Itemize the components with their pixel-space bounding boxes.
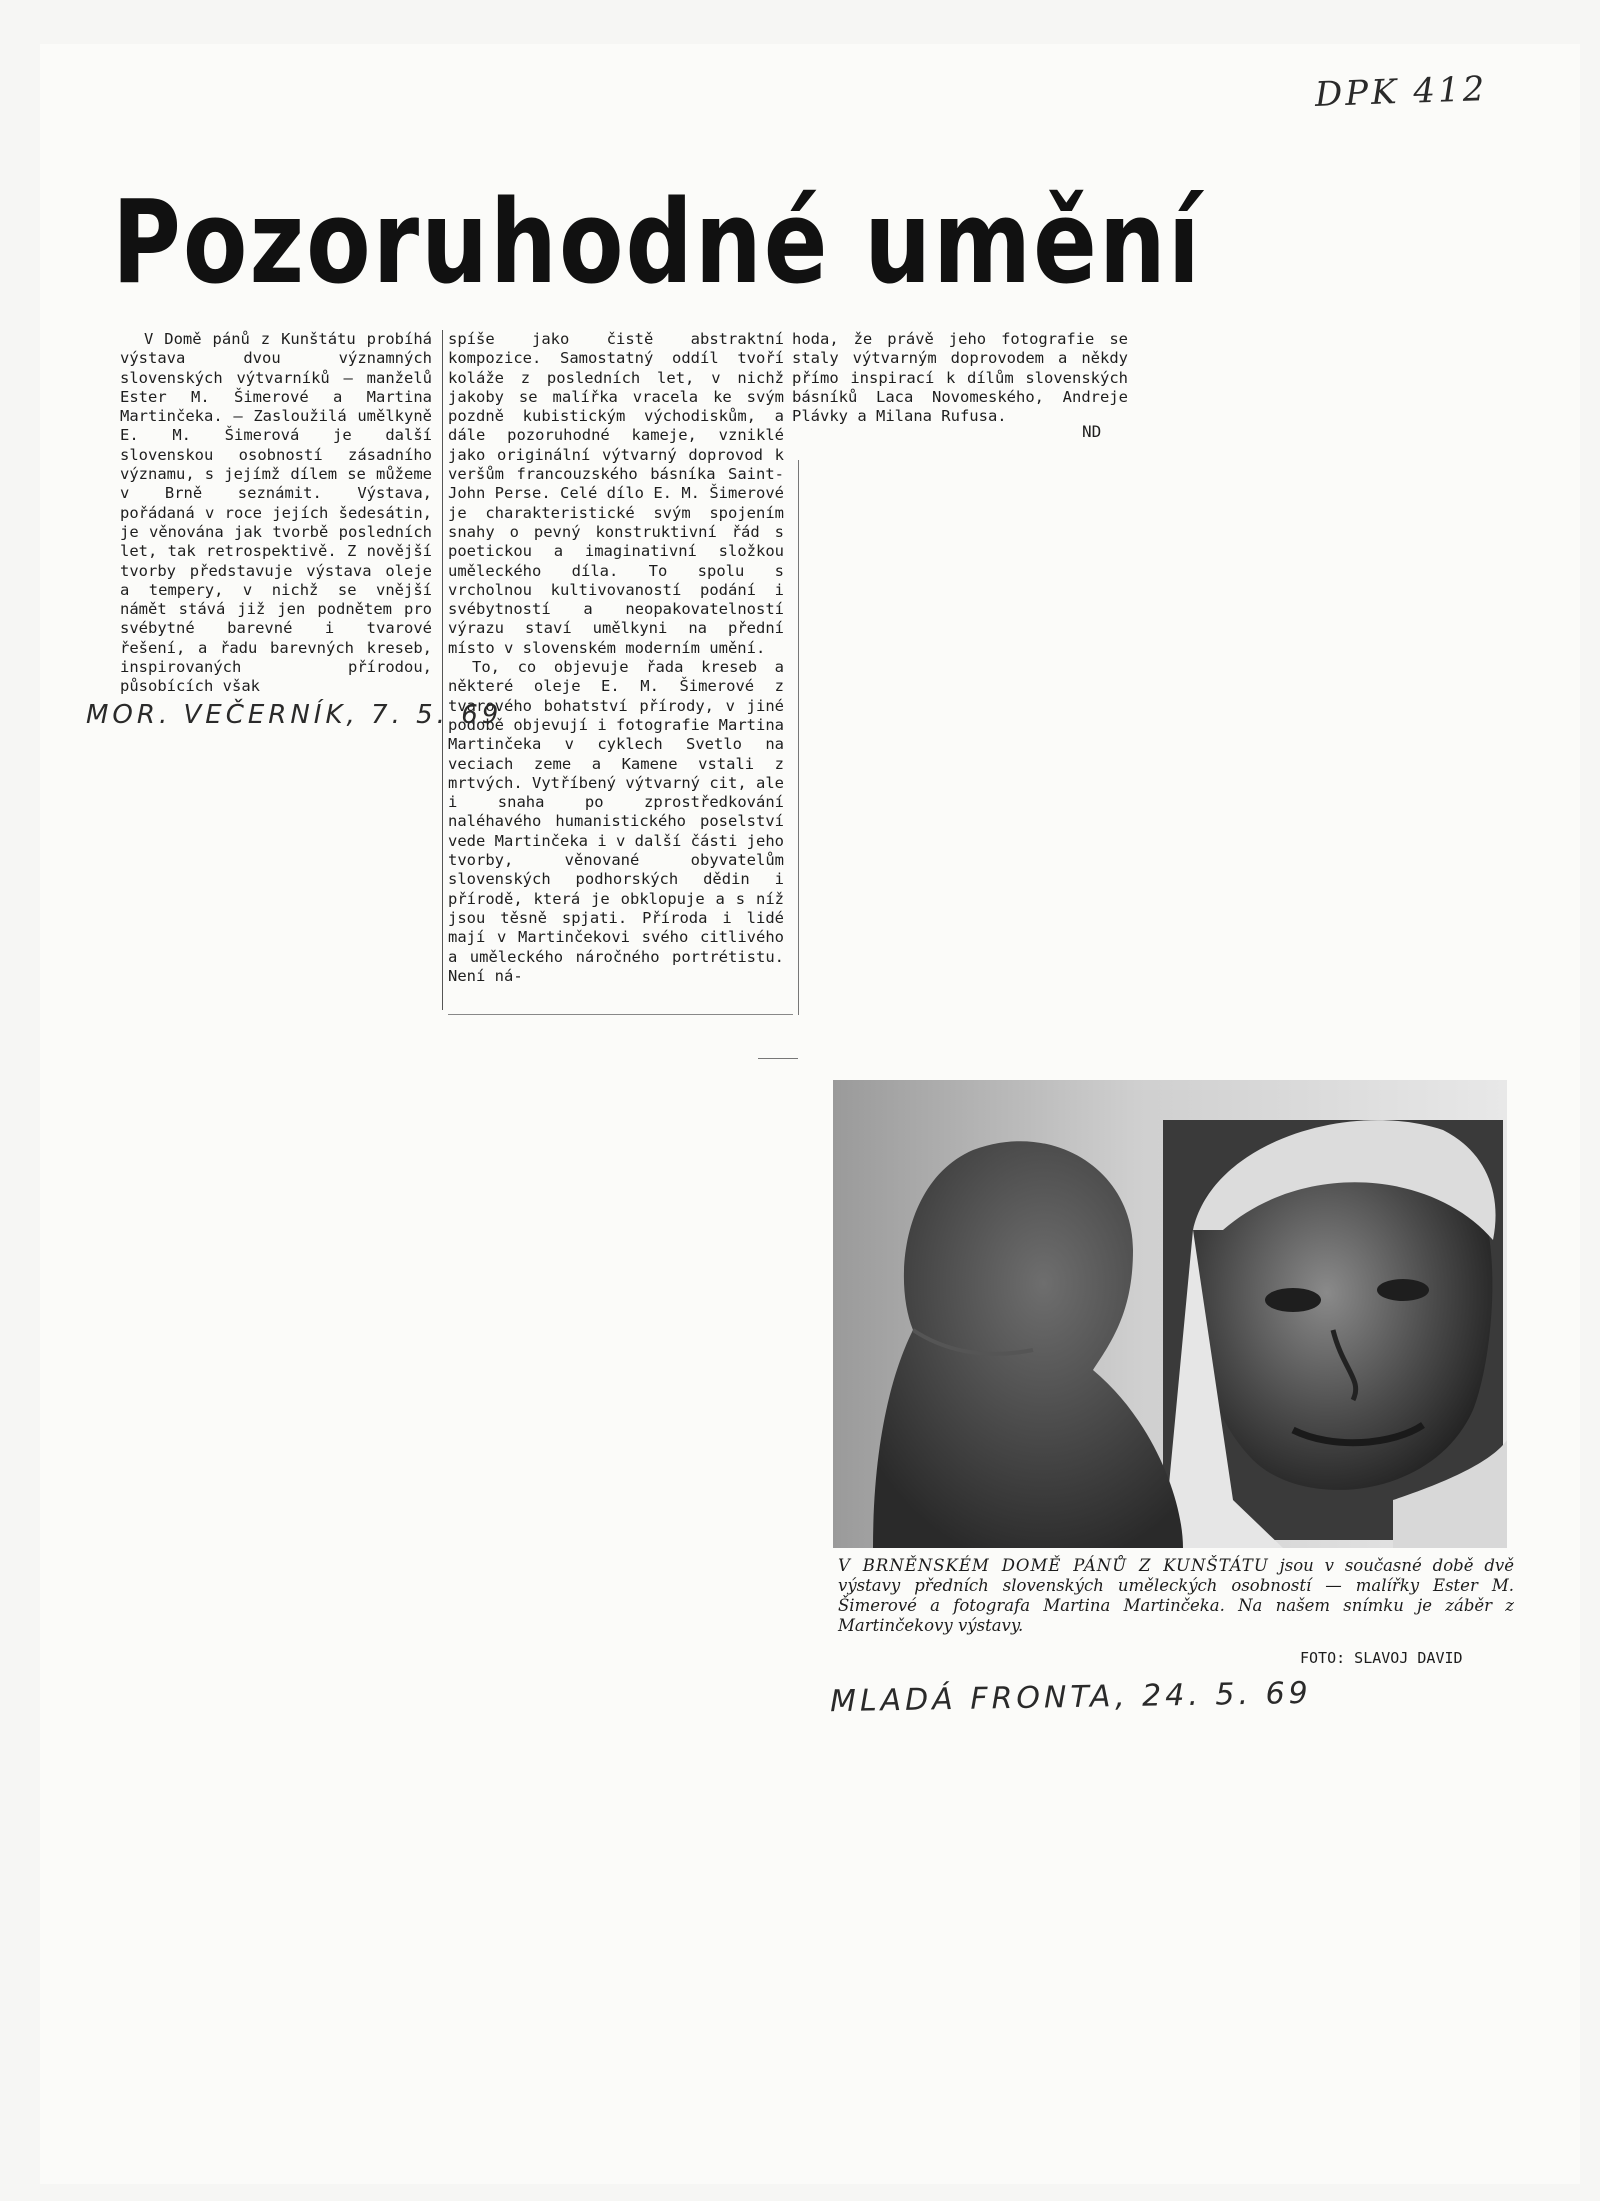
author-signature: ND bbox=[1082, 422, 1102, 441]
article-column-3 bbox=[792, 330, 1128, 426]
article-column-1 bbox=[120, 330, 432, 697]
exhibition-photo bbox=[833, 1080, 1507, 1548]
paragraph: spíše jako čistě abstraktní kompozice. Samostatný oddíl tvoří koláže z posledních let, v nichž jakoby se malířka vracela ke svým pozdně kubistickým východiskům, a dále pozoruhodné kameje, vzniklé jako originální výtvarný doprovod k veršům francouzského básníka Saint-John Perse. Celé dílo E. M. Šimerové je charakteristické svým spojením snahy o pevný konstruktivní řád s poetickou a imaginativní složkou uměleckého díla. To spolu s vrcholnou kultivovaností podání i svébytností a neopakovatelností výrazu staví umělkyni na přední místo v slovenském moderním umění. bbox=[448, 330, 784, 657]
column-bottom-rule bbox=[448, 1014, 793, 1015]
photo-caption bbox=[838, 1556, 1514, 1636]
handwritten-source-note: MLADÁ FRONTA, 24. 5. 69 bbox=[829, 1675, 1313, 1720]
divider-dash bbox=[758, 1058, 798, 1059]
column-divider bbox=[798, 460, 799, 1015]
photo-illustration bbox=[833, 1080, 1507, 1548]
headline: Pozoruhodné umění bbox=[112, 176, 1202, 310]
caption-text: jsou v současné době dvě výstavy předních slovenských uměleckých osobností — malířky Ester M. Šimerové a fotografa Martina Martinčeka. Na našem snímku je záběr z Martinčekovy výstavy. bbox=[838, 1556, 1514, 1635]
photo-credit: FOTO: SLAVOJ DAVID bbox=[1300, 1649, 1463, 1667]
archive-mark: DPK 412 bbox=[1314, 69, 1488, 115]
paragraph: To, co objevuje řada kreseb a některé oleje E. M. Šimerové z tvarového bohatství přírody, v jiné podobě objevují i fotografie Martina Martinčeka v cyklech Svetlo na veciach zeme a Kamene vstali z mrtvých. Vytříbený výtvarný cit, ale i snaha po zprostředkování naléhavého humanistického poselství vede Martinčeka i v další části jeho tvorby, věnované obyvatelům slovenských podhorských dědin i přírodě, která je obklopuje a s níž jsou těsně spjati. Příroda i lidé mají v Martinčekovi svého citlivého a uměleckého náročného portrétistu. Není ná- bbox=[448, 658, 784, 985]
paragraph: hoda, že právě jeho fotografie se staly výtvarným doprovodem a někdy přímo inspirací k dílům slovenských básníků Laca Novomeského, Andreje Plávky a Milana Rufusa. bbox=[792, 330, 1128, 426]
handwritten-source-note: MOR. VEČERNÍK, 7. 5. 69 bbox=[86, 700, 503, 730]
article-column-2 bbox=[448, 330, 784, 986]
column-divider bbox=[442, 330, 443, 1010]
caption-lead: V BRNĚNSKÉM DOMĚ PÁNŮ Z KUNŠTÁTU bbox=[838, 1556, 1269, 1575]
paragraph: V Domě pánů z Kunštátu probíhá výstava dvou významných slovenských výtvarníků — manželů Ester M. Šimerové a Martina Martinčeka. — Zasloužilá umělkyně E. M. Šimerová je další slovenskou osobností zásadního významu, s jejímž dílem se můžeme v Brně seznámit. Výstava, pořádaná v roce jejích šedesátin, je věnována jak tvorbě posledních let, tak retrospektivě. Z novější tvorby představuje výstava oleje a tempery, v nichž se vnější námět stává již jen podnětem pro svébytné barevné i tvarové řešení, a řadu barevných kreseb, inspirovaných přírodou, působících však bbox=[120, 330, 432, 696]
